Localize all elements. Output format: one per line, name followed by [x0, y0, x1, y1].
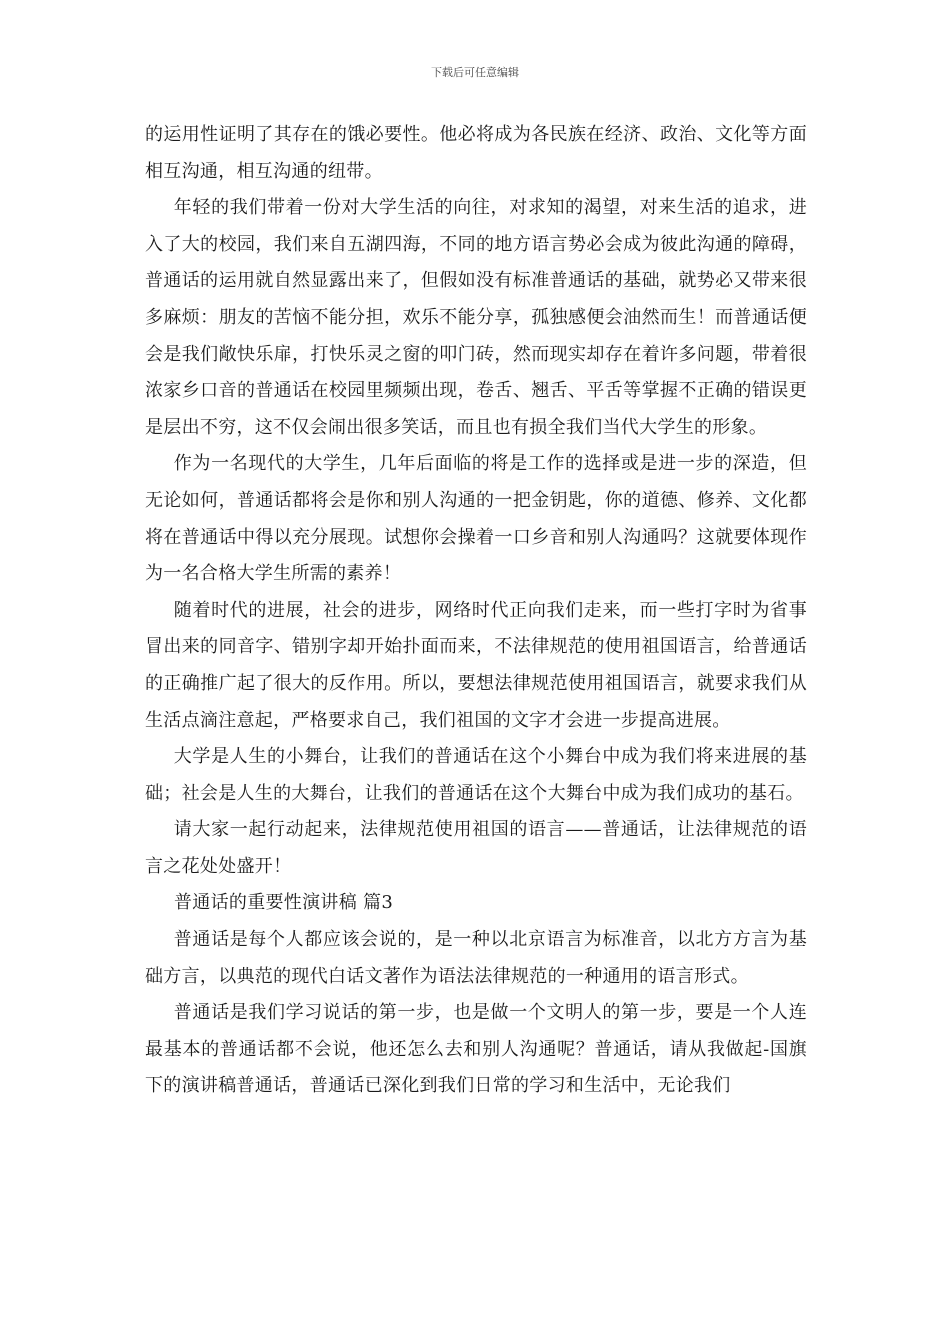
paragraph-4: 随着时代的进展，社会的进步，网络时代正向我们走来，而一些打字时为省事冒出来的同音字、错别字却开始扑面而来，不法律规范的使用祖国语言，给普通话的正确推广起了很大的反作用。所以，要想法律规范使用祖国语言，就要求我们从生活点滴注意起，严格要求自己，我们祖国的文字才会进一步提高进展。 — [145, 599, 807, 731]
paragraph-6: 请大家一起行动起来，法律规范使用祖国的语言——普通话，让法律规范的语言之花处处盛开！ — [145, 819, 807, 877]
paragraph-3: 作为一名现代的大学生，几年后面临的将是工作的选择或是进一步的深造，但无论如何，普通话都将会是你和别人沟通的一把金钥匙，你的道德、修养、文化都将在普通话中得以充分展现。试想你会操着一口乡音和别人沟通吗？这就要体现作为一名合格大学生所需的素养！ — [145, 453, 807, 585]
paragraph-5: 大学是人生的小舞台，让我们的普通话在这个小舞台中成为我们将来进展的基础；社会是人生的大舞台，让我们的普通话在这个大舞台中成为我们成功的基石。 — [145, 746, 807, 804]
page-header-note: 下载后可任意编辑 — [431, 66, 519, 79]
section-heading: 普通话的重要性演讲稿 篇3 — [174, 892, 394, 914]
paragraph-2: 年轻的我们带着一份对大学生活的向往，对求知的渴望，对来生活的追求，进入了大的校园，我们来自五湖四海，不同的地方语言势必会成为彼此沟通的障碍，普通话的运用就自然显露出来了，但假如没有标准普通话的基础，就势必又带来很多麻烦：朋友的苦恼不能分担，欢乐不能分享，孤独感便会油然而生！而普通话便会是我们敞快乐扉，打快乐灵之窗的叩门砖，然而现实却存在着许多问题，带着很浓家乡口音的普通话在校园里频频出现，卷舌、翘舌、平舌等掌握不正确的错误更是层出不穷，这不仅会闹出很多笑话，而且也有损全我们当代大学生的形象。 — [145, 197, 807, 438]
paragraph-1: 的运用性证明了其存在的饿必要性。他必将成为各民族在经济、政治、文化等方面相互沟通，相互沟通的纽带。 — [145, 124, 807, 182]
paragraph-7: 普通话是每个人都应该会说的，是一种以北京语言为标准音，以北方方言为基础方言，以典范的现代白话文著作为语法法律规范的一种通用的语言形式。 — [145, 929, 807, 987]
document-body — [145, 117, 807, 1105]
paragraph-8: 普通话是我们学习说话的第一步，也是做一个文明人的第一步，要是一个人连最基本的普通话都不会说，他还怎么去和别人沟通呢？普通话，请从我做起-国旗下的演讲稿普通话，普通话已深化到我们日常的学习和生活中，无论我们 — [145, 1002, 807, 1097]
